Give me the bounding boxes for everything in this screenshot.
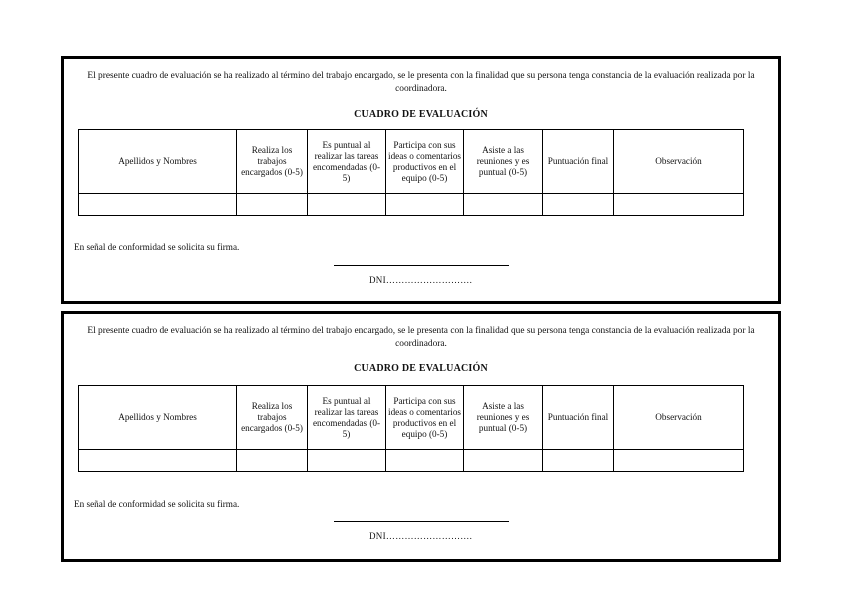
cell-participa[interactable] (386, 194, 464, 216)
col-puntuacion-final: Puntuación final (543, 386, 614, 450)
signature-line[interactable] (334, 521, 509, 522)
cell-puntuacion-final[interactable] (543, 450, 614, 472)
cell-es-puntual[interactable] (308, 450, 386, 472)
col-asiste-reuniones: Asiste a las reuniones y es puntual (0-5) (464, 130, 543, 194)
cell-realiza-trabajos[interactable] (237, 450, 308, 472)
table-header-row (79, 130, 744, 194)
conformity-text: En señal de conformidad se solicita su firma. (74, 242, 240, 252)
col-apellidos-nombres: Apellidos y Nombres (79, 130, 237, 194)
intro-text: El presente cuadro de evaluación se ha realizado al término del trabajo encargado, se le presenta con la finalidad que su persona tenga constancia de la evaluación realizada por la coordinadora. (87, 326, 755, 349)
col-observacion: Observación (614, 130, 744, 194)
table-header-row (79, 386, 744, 450)
col-participa: Participa con sus ideas o comentarios productivos en el equipo (0-5) (386, 386, 464, 450)
cell-asiste-reuniones[interactable] (464, 194, 543, 216)
cell-es-puntual[interactable] (308, 194, 386, 216)
evaluation-table (78, 129, 744, 216)
form-heading: CUADRO DE EVALUACIÓN (354, 109, 488, 120)
cell-participa[interactable] (386, 450, 464, 472)
dni-field: DNI………………………. (369, 275, 473, 285)
col-apellidos-nombres: Apellidos y Nombres (79, 386, 237, 450)
evaluation-table (78, 385, 744, 472)
cell-puntuacion-final[interactable] (543, 194, 614, 216)
cell-observacion[interactable] (614, 194, 744, 216)
col-asiste-reuniones: Asiste a las reuniones y es puntual (0-5) (464, 386, 543, 450)
col-realiza-trabajos: Realiza los trabajos encargados (0-5) (237, 130, 308, 194)
dni-field: DNI………………………. (369, 531, 473, 541)
conformity-text: En señal de conformidad se solicita su firma. (74, 499, 240, 509)
intro-text: El presente cuadro de evaluación se ha realizado al término del trabajo encargado, se le presenta con la finalidad que su persona tenga constancia de la evaluación realizada por la coordinadora. (87, 71, 755, 94)
cell-realiza-trabajos[interactable] (237, 194, 308, 216)
table-row (79, 194, 744, 216)
signature-line[interactable] (334, 265, 509, 266)
cell-observacion[interactable] (614, 450, 744, 472)
col-es-puntual: Es puntual al realizar las tareas encomendadas (0-5) (308, 130, 386, 194)
col-puntuacion-final: Puntuación final (543, 130, 614, 194)
form-heading: CUADRO DE EVALUACIÓN (354, 363, 488, 374)
cell-asiste-reuniones[interactable] (464, 450, 543, 472)
evaluation-form-1 (61, 56, 781, 304)
col-es-puntual: Es puntual al realizar las tareas encomendadas (0-5) (308, 386, 386, 450)
table-row (79, 450, 744, 472)
col-realiza-trabajos: Realiza los trabajos encargados (0-5) (237, 386, 308, 450)
evaluation-form-2 (61, 311, 781, 562)
col-participa: Participa con sus ideas o comentarios productivos en el equipo (0-5) (386, 130, 464, 194)
cell-apellidos-nombres[interactable] (79, 194, 237, 216)
col-observacion: Observación (614, 386, 744, 450)
cell-apellidos-nombres[interactable] (79, 450, 237, 472)
